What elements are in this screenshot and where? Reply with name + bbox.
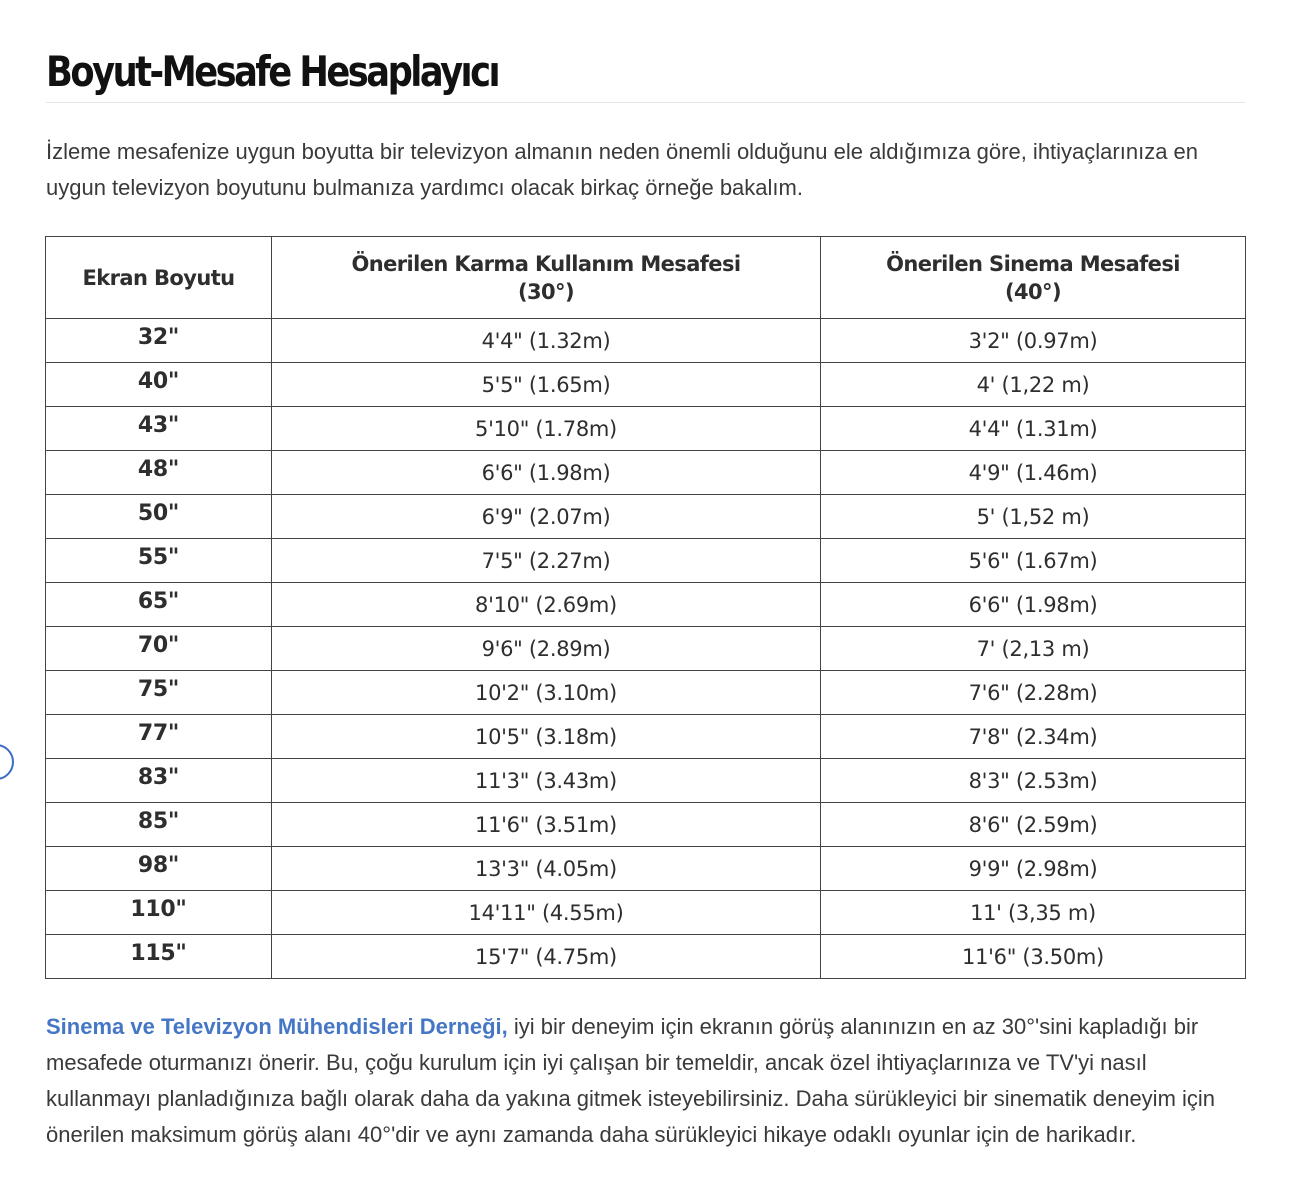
mixed-distance-cell: 15'7" (4.75m): [272, 935, 821, 979]
screen-size-cell: 50": [46, 495, 272, 539]
outro-paragraph: [46, 1009, 1246, 1153]
screen-size-cell: 55": [46, 539, 272, 583]
mixed-distance-cell: 6'6" (1.98m): [272, 451, 821, 495]
size-distance-table: [45, 236, 1246, 979]
cinema-distance-cell: 7' (2,13 m): [821, 627, 1246, 671]
header-mixed-distance: Önerilen Karma Kullanım Mesafesi (30°): [272, 237, 821, 319]
cinema-distance-cell: 5' (1,52 m): [821, 495, 1246, 539]
screen-size-cell: 115": [46, 935, 272, 979]
outro-body-text: iyi bir deneyim için ekranın görüş alanınızın en az 30°'sini kapladığı bir mesafede oturmanızı önerir. Bu, çoğu kurulum için iyi çalışan bir temeldir, ancak özel ihtiyaçlarınıza ve TV'yi nasıl kullanmayı planladığınıza bağlı olarak daha da yakına gitmek isteyebilirsiniz. Daha sürükleyici bir sinematik deneyim için önerilen maksimum görüş alanı 40°'dir ve aynı zamanda daha sürükleyici hikaye odaklı oyunlar için de harikadır.: [46, 1014, 1216, 1147]
table-row: [46, 759, 1246, 803]
mixed-distance-cell: 10'2" (3.10m): [272, 671, 821, 715]
cinema-distance-cell: 7'6" (2.28m): [821, 671, 1246, 715]
screen-size-cell: 75": [46, 671, 272, 715]
table-row: [46, 319, 1246, 363]
header-screen-size: Ekran Boyutu: [46, 237, 272, 319]
screen-size-cell: 48": [46, 451, 272, 495]
screen-size-cell: 85": [46, 803, 272, 847]
screen-size-cell: 83": [46, 759, 272, 803]
cinema-distance-cell: 5'6" (1.67m): [821, 539, 1246, 583]
screen-size-cell: 98": [46, 847, 272, 891]
side-circle-button[interactable]: [0, 744, 14, 780]
table-row: [46, 671, 1246, 715]
cinema-distance-cell: 4' (1,22 m): [821, 363, 1246, 407]
table-row: [46, 363, 1246, 407]
table-row: [46, 935, 1246, 979]
table-row: [46, 847, 1246, 891]
screen-size-cell: 43": [46, 407, 272, 451]
table-row: [46, 407, 1246, 451]
page-title: Boyut-Mesafe Hesaplayıcı: [46, 47, 499, 96]
mixed-distance-cell: 5'10" (1.78m): [272, 407, 821, 451]
mixed-distance-cell: 10'5" (3.18m): [272, 715, 821, 759]
mixed-distance-cell: 5'5" (1.65m): [272, 363, 821, 407]
mixed-distance-cell: 9'6" (2.89m): [272, 627, 821, 671]
table-header-row: [46, 237, 1246, 319]
table-body: [46, 319, 1246, 979]
table-row: [46, 495, 1246, 539]
table-row: [46, 627, 1246, 671]
intro-paragraph: İzleme mesafenize uygun boyutta bir televizyon almanın neden önemli olduğunu ele aldığımıza göre, ihtiyaçlarınıza en uygun televizyon boyutunu bulmanıza yardımcı olacak birkaç örneğe bakalım.: [46, 139, 1199, 200]
mixed-distance-cell: 11'6" (3.51m): [272, 803, 821, 847]
table-row: [46, 715, 1246, 759]
cinema-distance-cell: 9'9" (2.98m): [821, 847, 1246, 891]
mixed-distance-cell: 4'4" (1.32m): [272, 319, 821, 363]
table-row: [46, 803, 1246, 847]
table-row: [46, 451, 1246, 495]
screen-size-cell: 110": [46, 891, 272, 935]
screen-size-cell: 70": [46, 627, 272, 671]
screen-size-cell: 77": [46, 715, 272, 759]
cinema-distance-cell: 8'6" (2.59m): [821, 803, 1246, 847]
cinema-distance-cell: 4'9" (1.46m): [821, 451, 1246, 495]
table-row: [46, 891, 1246, 935]
cinema-distance-cell: 11'6" (3.50m): [821, 935, 1246, 979]
mixed-distance-cell: 14'11" (4.55m): [272, 891, 821, 935]
mixed-distance-cell: 8'10" (2.69m): [272, 583, 821, 627]
cinema-distance-cell: 4'4" (1.31m): [821, 407, 1246, 451]
cinema-distance-cell: 7'8" (2.34m): [821, 715, 1246, 759]
screen-size-cell: 65": [46, 583, 272, 627]
table-row: [46, 539, 1246, 583]
mixed-distance-cell: 7'5" (2.27m): [272, 539, 821, 583]
mixed-distance-cell: 6'9" (2.07m): [272, 495, 821, 539]
cinema-distance-cell: 11' (3,35 m): [821, 891, 1246, 935]
mixed-distance-cell: 11'3" (3.43m): [272, 759, 821, 803]
cinema-distance-cell: 6'6" (1.98m): [821, 583, 1246, 627]
mixed-distance-cell: 13'3" (4.05m): [272, 847, 821, 891]
screen-size-cell: 32": [46, 319, 272, 363]
smpte-link[interactable]: Sinema ve Televizyon Mühendisleri Derneği,: [46, 1014, 508, 1039]
cinema-distance-cell: 3'2" (0.97m): [821, 319, 1246, 363]
title-divider: [46, 102, 1245, 103]
table-row: [46, 583, 1246, 627]
header-cinema-distance: Önerilen Sinema Mesafesi (40°): [821, 237, 1246, 319]
screen-size-cell: 40": [46, 363, 272, 407]
cinema-distance-cell: 8'3" (2.53m): [821, 759, 1246, 803]
